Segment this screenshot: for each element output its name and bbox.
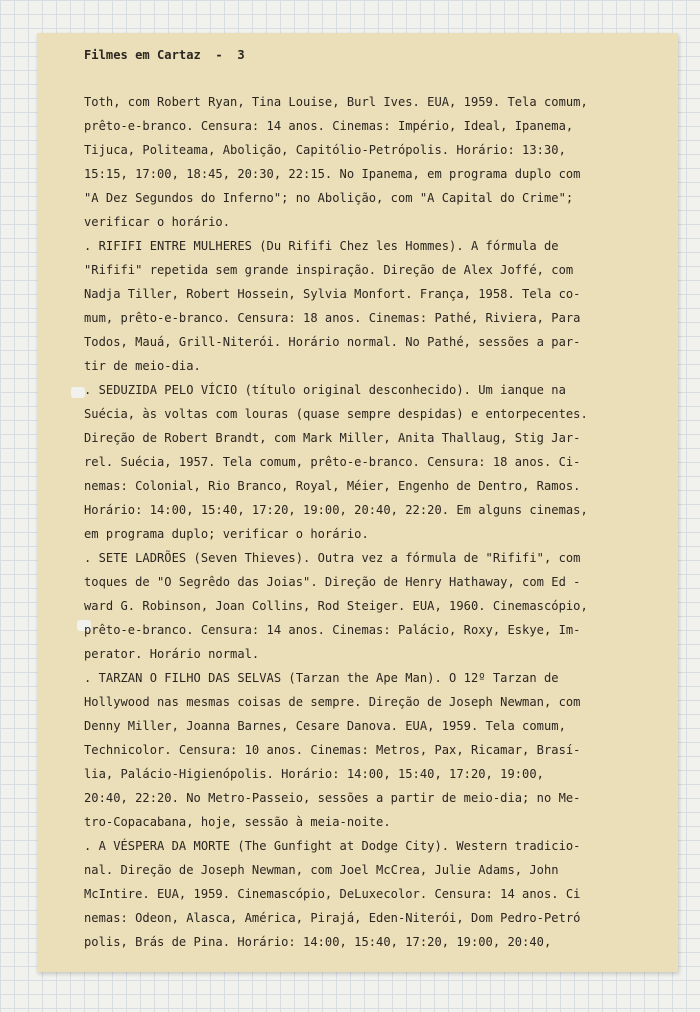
text-line: "A Dez Segundos do Inferno"; no Abolição, com "A Capital do Crime";	[84, 191, 574, 205]
text-line: Technicolor. Censura: 10 anos. Cinemas: Metros, Pax, Ricamar, Brasí-	[84, 743, 581, 757]
text-line: tir de meio-dia.	[84, 359, 201, 373]
text-line: . RIFIFI ENTRE MULHERES (Du Rififi Chez les Hommes). A fórmula de	[84, 239, 559, 253]
text-line: . SEDUZIDA PELO VÍCIO (título original desconhecido). Um ianque na	[84, 383, 566, 397]
text-line: McIntire. EUA, 1959. Cinemascópio, DeLuxecolor. Censura: 14 anos. Ci	[84, 887, 581, 901]
page-header: Filmes em Cartaz - 3	[84, 48, 245, 62]
text-line: Hollywood nas mesmas coisas de sempre. Direção de Joseph Newman, com	[84, 695, 581, 709]
text-line: Todos, Mauá, Grill-Niterói. Horário normal. No Pathé, sessões a par-	[84, 335, 581, 349]
text-line: . SETE LADRÕES (Seven Thieves). Outra vez a fórmula de "Rififi", com	[84, 551, 581, 565]
text-line: prêto-e-branco. Censura: 14 anos. Cinemas: Império, Ideal, Ipanema,	[84, 119, 574, 133]
text-line: nemas: Colonial, Rio Branco, Royal, Méier, Engenho de Dentro, Ramos.	[84, 479, 581, 493]
text-line: em programa duplo; verificar o horário.	[84, 527, 369, 541]
text-line: lia, Palácio-Higienópolis. Horário: 14:00, 15:40, 17:20, 19:00,	[84, 767, 544, 781]
text-line: . A VÉSPERA DA MORTE (The Gunfight at Dodge City). Western tradicio-	[84, 839, 581, 853]
text-line: ward G. Robinson, Joan Collins, Rod Steiger. EUA, 1960. Cinemascópio,	[84, 599, 588, 613]
text-line: Nadja Tiller, Robert Hossein, Sylvia Monfort. França, 1958. Tela co-	[84, 287, 581, 301]
text-line: perator. Horário normal.	[84, 647, 260, 661]
text-line: Horário: 14:00, 15:40, 17:20, 19:00, 20:40, 22:20. Em alguns cinemas,	[84, 503, 588, 517]
text-line: prêto-e-branco. Censura: 14 anos. Cinemas: Palácio, Roxy, Eskye, Im-	[84, 623, 581, 637]
text-line: 20:40, 22:20. No Metro-Passeio, sessões a partir de meio-dia; no Me-	[84, 791, 581, 805]
text-line: toques de "O Segrêdo das Joias". Direção de Henry Hathaway, com Ed -	[84, 575, 581, 589]
text-line: Denny Miller, Joanna Barnes, Cesare Danova. EUA, 1959. Tela comum,	[84, 719, 566, 733]
text-line: Tijuca, Politeama, Abolição, Capitólio-Petrópolis. Horário: 13:30,	[84, 143, 566, 157]
text-line: verificar o horário.	[84, 215, 231, 229]
text-line: polis, Brás de Pina. Horário: 14:00, 15:40, 17:20, 19:00, 20:40,	[84, 935, 552, 949]
text-line: tro-Copacabana, hoje, sessão à meia-noite.	[84, 815, 391, 829]
text-line: 15:15, 17:00, 18:45, 20:30, 22:15. No Ipanema, em programa duplo com	[84, 167, 581, 181]
text-line: mum, prêto-e-branco. Censura: 18 anos. Cinemas: Pathé, Riviera, Para	[84, 311, 581, 325]
text-line: Direção de Robert Brandt, com Mark Miller, Anita Thallaug, Stig Jar-	[84, 431, 581, 445]
text-line: nemas: Odeon, Alasca, América, Pirajá, Eden-Niterói, Dom Pedro-Petró	[84, 911, 581, 925]
punch-hole	[71, 387, 85, 398]
text-line: Toth, com Robert Ryan, Tina Louise, Burl Ives. EUA, 1959. Tela comum,	[84, 95, 588, 109]
text-line: Suécia, às voltas com louras (quase sempre despidas) e entorpecentes.	[84, 407, 588, 421]
text-line: nal. Direção de Joseph Newman, com Joel McCrea, Julie Adams, John	[84, 863, 559, 877]
text-line: "Rififi" repetida sem grande inspiração. Direção de Alex Joffé, com	[84, 263, 574, 277]
text-line: rel. Suécia, 1957. Tela comum, prêto-e-branco. Censura: 18 anos. Ci-	[84, 455, 581, 469]
text-line: . TARZAN O FILHO DAS SELVAS (Tarzan the Ape Man). O 12º Tarzan de	[84, 671, 559, 685]
